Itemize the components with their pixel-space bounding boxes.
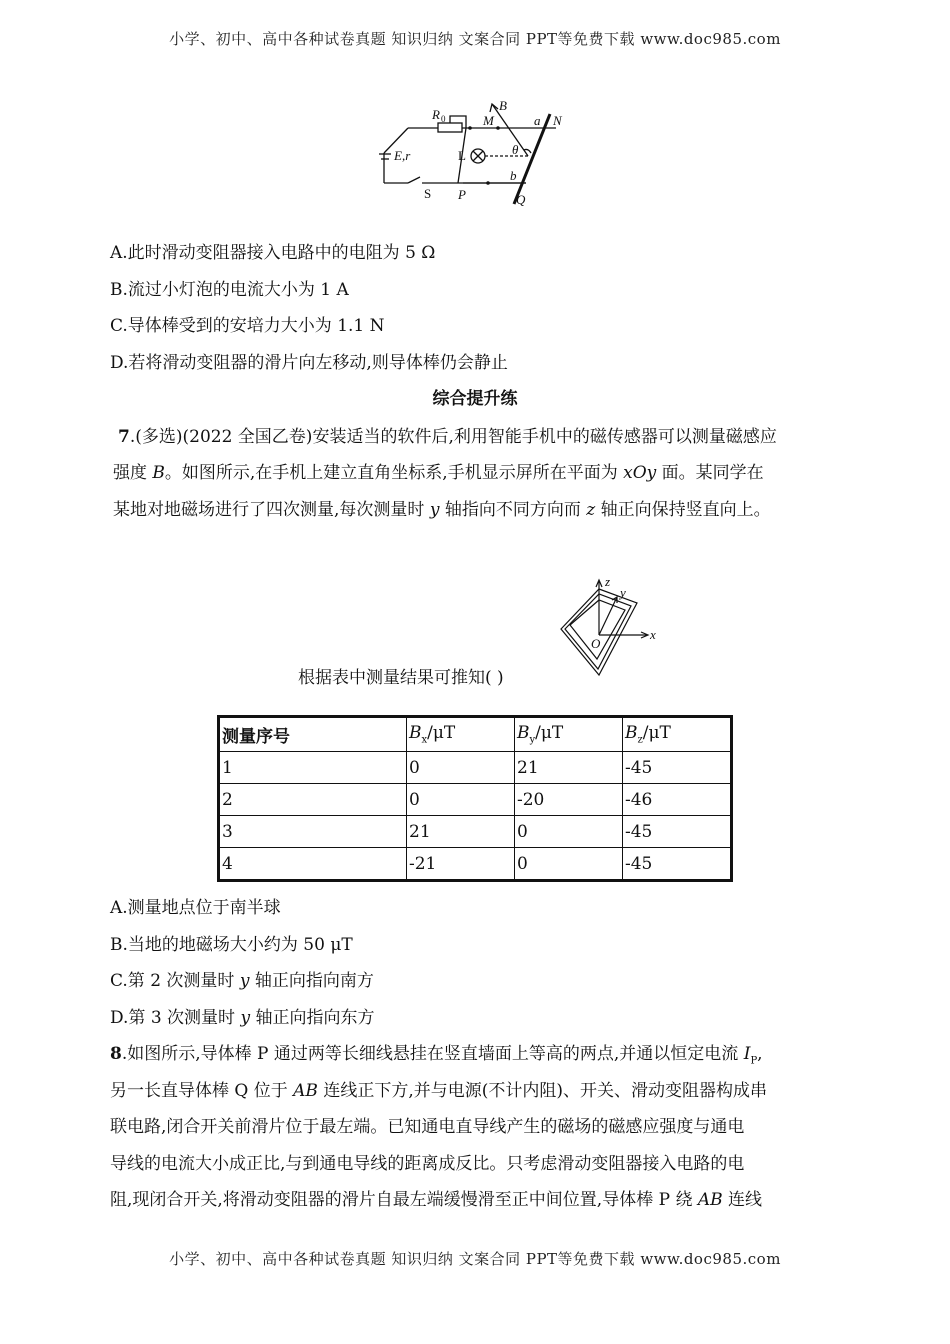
- q8-text: 另一长直导体棒 Q 位于: [110, 1081, 294, 1101]
- q7-option-a: A.测量地点位于南半球: [110, 898, 281, 918]
- q8-var-ab: AB: [697, 1190, 723, 1210]
- q6-option-b: B.流过小灯泡的电流大小为 1 A: [110, 280, 349, 300]
- phone-axes-diagram: [555, 575, 665, 687]
- option-text: 轴正向指向东方: [250, 1008, 375, 1028]
- q7-number: 7: [118, 427, 130, 447]
- header-cell: [623, 717, 732, 752]
- header-text: 测量序号: [222, 727, 290, 747]
- table-cell: 2: [219, 784, 407, 816]
- q7-line-1: [118, 422, 777, 447]
- option-text: D.第 3 次测量时: [110, 1008, 241, 1028]
- q7-line1-text: .(多选)(2022 全国乙卷)安装适当的软件后,利用智能手机中的磁传感器可以测量磁感应: [129, 427, 777, 447]
- page-header: 小学、初中、高中各种试卷真题 知识归纳 文案合同 PPT等免费下载 www.doc985.com: [169, 30, 781, 48]
- q7-line-2: [113, 458, 764, 483]
- label-b-lower: b: [510, 168, 517, 183]
- measurement-table: [217, 715, 733, 882]
- q8-line-5: [110, 1185, 762, 1210]
- q8-var-sub: P: [750, 1055, 758, 1067]
- q8-number: 8: [110, 1044, 122, 1064]
- q8-text: ,: [757, 1044, 763, 1064]
- node-dot: [486, 181, 490, 185]
- section-title: 综合提升练: [432, 389, 518, 409]
- table-cell: 0: [515, 816, 623, 848]
- axis-label-y: y: [620, 585, 626, 600]
- header-cell: [407, 717, 515, 752]
- table-cell: -21: [407, 848, 515, 881]
- label-p: P: [458, 187, 466, 202]
- label-q: Q: [516, 192, 526, 206]
- table-cell: 0: [515, 848, 623, 881]
- q6-option-d: D.若将滑动变阻器的滑片向左移动,则导体棒仍会静止: [110, 353, 508, 373]
- q7-var-y: y: [429, 500, 440, 520]
- label-b: B: [499, 98, 507, 113]
- header-unit: /μT: [642, 723, 671, 744]
- table-cell: 4: [219, 848, 407, 881]
- q6-option-a: A.此时滑动变阻器接入电路中的电阻为 5 Ω: [110, 243, 436, 263]
- q8-text: 阻,现闭合开关,将滑动变阻器的滑片自最左端缓慢滑至正中间位置,导体棒 P 绕: [110, 1190, 698, 1210]
- option-text: 轴正向指向南方: [249, 971, 374, 991]
- header-cell: [515, 717, 623, 752]
- table-cell: -45: [623, 848, 732, 881]
- table-row: [219, 784, 732, 816]
- q7-prompt: 根据表中测量结果可推知( ): [298, 668, 504, 688]
- table-cell: 1: [219, 752, 407, 784]
- label-r0-sub: 0: [441, 114, 446, 124]
- q8-line-3: 联电路,闭合开关前滑片位于最左端。已知通电直导线产生的磁场的磁感应强度与通电: [110, 1117, 745, 1137]
- page-footer: 小学、初中、高中各种试卷真题 知识归纳 文案合同 PPT等免费下载 www.doc985.com: [169, 1250, 781, 1268]
- table-cell: 21: [407, 816, 515, 848]
- q8-var-i: I: [743, 1044, 751, 1064]
- axis-label-z: z: [605, 575, 611, 589]
- q7-text: 。如图所示,在手机上建立直角坐标系,手机显示屏所在平面为: [164, 463, 624, 483]
- label-m: M: [483, 113, 494, 128]
- header-sub: x: [421, 734, 428, 746]
- q7-option-c: [110, 966, 374, 991]
- q7-text: 轴指向不同方向而: [439, 500, 587, 520]
- q8-var-ab: AB: [293, 1081, 318, 1101]
- q7-text: 某地对地磁场进行了四次测量,每次测量时: [113, 500, 430, 520]
- table-cell: 21: [515, 752, 623, 784]
- node-dot: [468, 126, 472, 130]
- label-l: L: [458, 148, 466, 163]
- q8-line-2: [110, 1076, 767, 1101]
- table-cell: -20: [515, 784, 623, 816]
- table-cell: 0: [407, 752, 515, 784]
- node-dot: [496, 126, 500, 130]
- q7-option-d: [110, 1003, 374, 1028]
- q7-text: 面。某同学在: [656, 463, 764, 483]
- option-var: y: [239, 971, 250, 991]
- table-cell: 0: [407, 784, 515, 816]
- q8-line-1: [110, 1039, 763, 1066]
- option-var: y: [240, 1008, 251, 1028]
- table-row: [219, 848, 732, 881]
- table-row: [219, 816, 732, 848]
- table-cell: -46: [623, 784, 732, 816]
- label-r0: R: [432, 107, 440, 122]
- header-unit: /μT: [427, 723, 456, 744]
- q7-var-z: z: [586, 500, 596, 520]
- table-cell: 3: [219, 816, 407, 848]
- header-var: B: [409, 723, 422, 744]
- axis-label-o: O: [591, 636, 601, 651]
- header-cell: [219, 717, 407, 752]
- q7-var-b: B: [152, 463, 165, 483]
- table-row: [219, 752, 732, 784]
- label-theta: θ: [512, 142, 519, 157]
- label-n: N: [553, 113, 562, 128]
- q8-text: .如图所示,导体棒 P 通过两等长细线悬挂在竖直墙面上等高的两点,并通以恒定电流: [121, 1044, 744, 1064]
- header-sub: y: [529, 734, 536, 746]
- header-sub: z: [637, 734, 643, 746]
- q8-text: 连线正下方,并与电源(不计内阻)、开关、滑动变阻器构成串: [317, 1081, 768, 1101]
- q7-option-b: B.当地的地磁场大小约为 50 μT: [110, 935, 353, 955]
- header-var: B: [625, 723, 638, 744]
- q7-text: 轴正向保持竖直向上。: [595, 500, 771, 520]
- q8-line-4: 导线的电流大小成正比,与到通电导线的距离成反比。只考虑滑动变阻器接入电路的电: [110, 1154, 745, 1174]
- q7-line-3: [113, 495, 771, 520]
- q8-text: 连线: [722, 1190, 763, 1210]
- option-text: C.第 2 次测量时: [110, 971, 240, 991]
- axis-label-x: x: [650, 627, 656, 642]
- table-cell: -45: [623, 752, 732, 784]
- q7-var-xoy: xOy: [623, 463, 657, 483]
- header-var: B: [517, 723, 530, 744]
- table-header-row: [219, 717, 732, 752]
- table-cell: -45: [623, 816, 732, 848]
- circuit-diagram: [378, 98, 578, 206]
- q6-option-c: C.导体棒受到的安培力大小为 1.1 N: [110, 316, 385, 336]
- label-er: E,r: [394, 148, 411, 163]
- header-unit: /μT: [535, 723, 564, 744]
- q7-text: 强度: [113, 463, 153, 483]
- label-s: S: [424, 186, 432, 201]
- label-a: a: [534, 113, 541, 128]
